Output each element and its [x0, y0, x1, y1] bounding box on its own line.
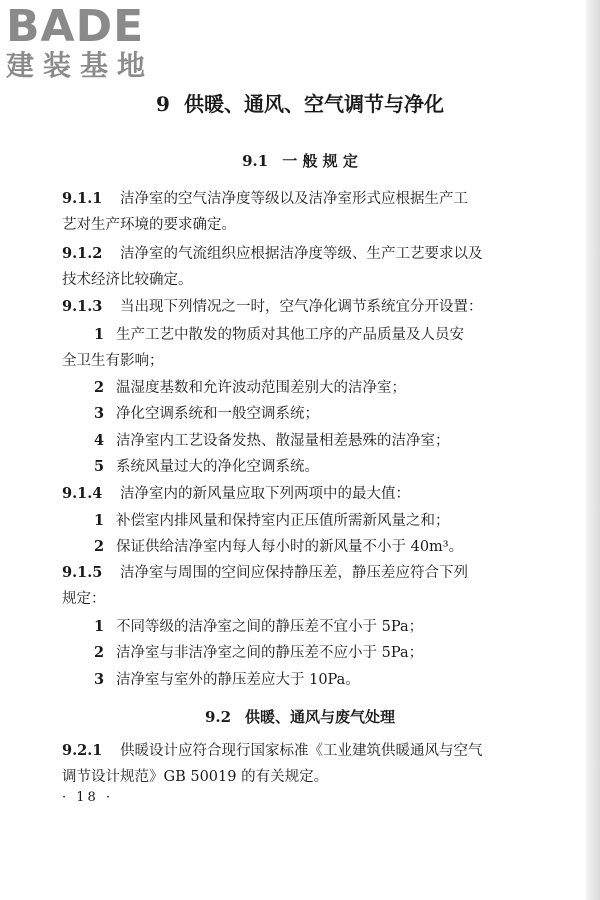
clause-text: 洁净室内的新风量应取下列两项中的最大值：: [120, 486, 410, 502]
clause-text: 洁净室的气流组织应根据洁净度等级、生产工艺要求以及: [120, 246, 483, 262]
list-item: [94, 617, 594, 637]
section-title-text: 供暖、通风与废气处理: [245, 708, 396, 726]
clause-text: 洁净室的空气洁净度等级以及洁净室形式应根据生产工: [120, 191, 468, 207]
bade-watermark-logo: [6, 1, 176, 82]
clause-text: 供暖设计应符合现行国家标准《工业建筑供暖通风与空气: [120, 743, 483, 759]
item-text: 洁净室与室外的静压差应大于 10Pa。: [116, 672, 360, 688]
item-text: 洁净室与非洁净室之间的静压差不应小于 5Pa；: [116, 645, 424, 661]
item-number: 1: [94, 326, 105, 343]
clause-9-2-1: [62, 741, 562, 761]
chapter-title-text: 供暖、通风、空气调节与净化: [183, 92, 444, 116]
list-item: [94, 511, 594, 531]
item-number: 3: [94, 405, 105, 422]
item-text: 系统风量过大的净化空调系统。: [116, 459, 319, 475]
clause-text: 洁净室与周围的空间应保持静压差，静压差应符合下列: [120, 565, 468, 581]
clause-9-1-5-continued: 规定：: [62, 591, 106, 607]
item-text: 净化空调系统和一般空调系统；: [116, 406, 319, 422]
watermark-subtitle: 建装基地: [6, 49, 155, 82]
item-text: 补偿室内排风量和保持室内正压值所需新风量之和；: [116, 513, 450, 529]
item-number: 1: [94, 618, 105, 635]
clause-number: 9.1.3: [62, 298, 103, 315]
item-text: 洁净室内工艺设备发热、散湿量相差悬殊的洁净室；: [116, 433, 450, 449]
clause-9-1-1: [62, 189, 562, 209]
section-number: 9.2: [204, 708, 232, 726]
item-number: 3: [94, 671, 105, 688]
clause-9-1-2: [62, 244, 562, 264]
clause-9-1-2-continued: 技术经济比较确定。: [62, 272, 193, 288]
clause-9-2-1-continued: 调节设计规范》GB 50019 的有关规定。: [62, 769, 329, 785]
clause-number: 9.1.5: [62, 564, 103, 581]
list-item: [94, 378, 594, 398]
list-item: [94, 325, 594, 345]
list-item-continued: 全卫生有影响；: [62, 353, 164, 369]
clause-text: 当出现下列情况之一时，空气净化调节系统宜分开设置：: [120, 299, 483, 315]
clause-9-1-5: [62, 563, 562, 583]
clause-9-1-3: [62, 297, 562, 317]
list-item: [94, 431, 594, 451]
item-text: 生产工艺中散发的物质对其他工序的产品质量及人员安: [116, 327, 464, 343]
item-number: 5: [94, 458, 105, 475]
section-title-9-1: [0, 150, 600, 171]
item-number: 2: [94, 379, 105, 396]
section-number: 9.1: [242, 152, 269, 170]
page-number: · 18 ·: [62, 790, 114, 805]
clause-9-1-1-continued: 艺对生产环境的要求确定。: [62, 217, 236, 233]
item-number: 1: [94, 512, 105, 529]
list-item: [94, 457, 594, 477]
clause-number: 9.1.2: [62, 245, 103, 262]
list-item: [94, 670, 594, 690]
clause-number: 9.2.1: [62, 742, 103, 759]
item-number: 2: [94, 538, 105, 555]
chapter-number: 9: [156, 92, 170, 116]
list-item: [94, 643, 594, 663]
item-text: 温湿度基数和允许波动范围差别大的洁净室；: [116, 380, 406, 396]
clause-9-1-4: [62, 484, 562, 504]
item-text: 保证供给洁净室内每人每小时的新风量不小于 40m³。: [116, 539, 464, 555]
clause-number: 9.1.1: [62, 190, 103, 207]
item-number: 2: [94, 644, 105, 661]
clause-number: 9.1.4: [62, 485, 103, 502]
list-item: [94, 537, 594, 557]
item-text: 不同等级的洁净室之间的静压差不宜小于 5Pa；: [116, 619, 424, 635]
chapter-title: [0, 88, 600, 117]
section-title-9-2: [0, 706, 600, 727]
list-item: [94, 404, 594, 424]
watermark-brand: BADE: [6, 1, 145, 52]
section-title-text: 一 般 规 定: [282, 152, 358, 170]
item-number: 4: [94, 432, 105, 449]
